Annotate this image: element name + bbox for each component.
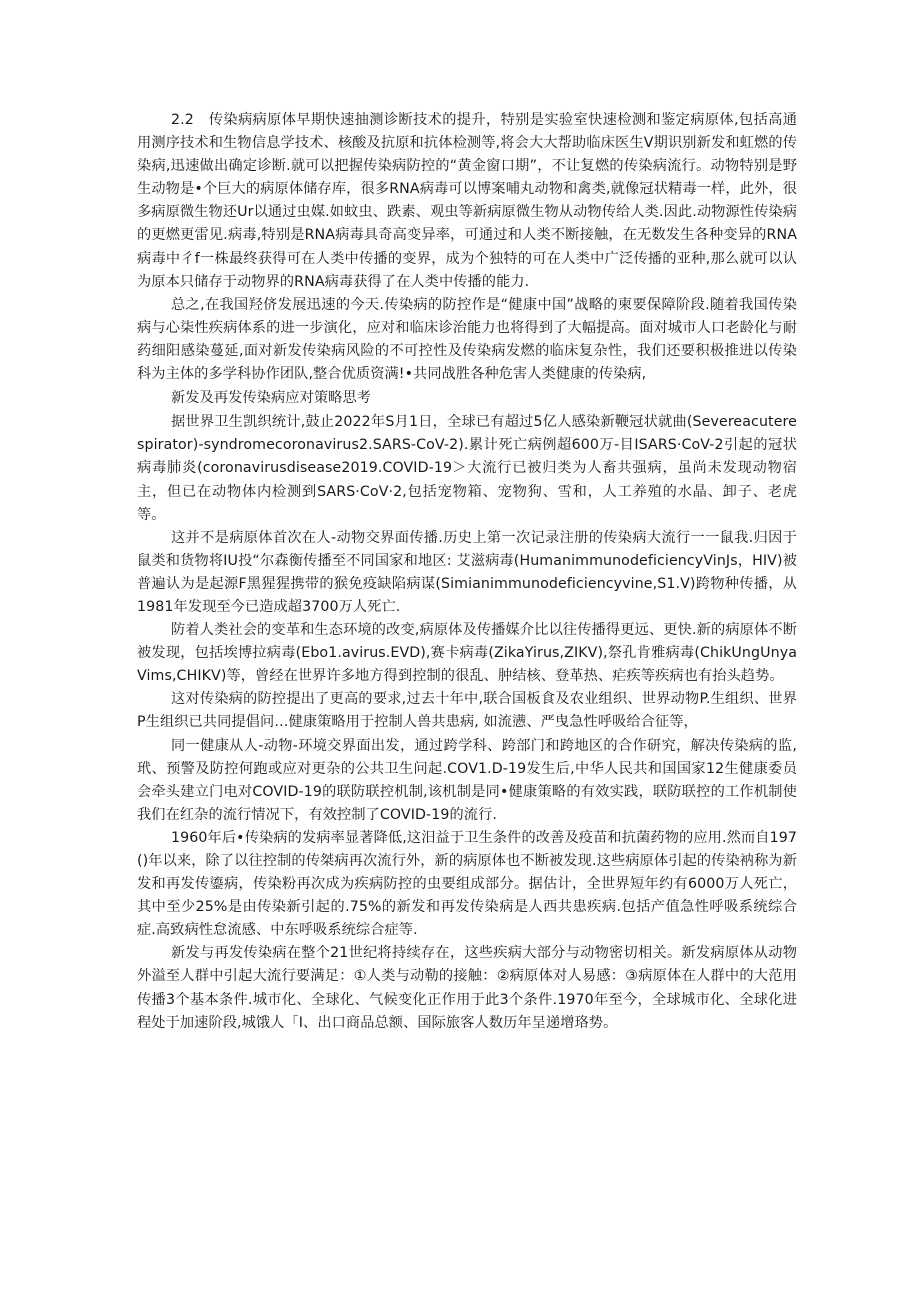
document-body xyxy=(137,109,797,1035)
paragraph-2-2: 2.2 传染病病原体早期快速抽测诊断技术的提升，特别是实验室快速检测和鉴定病原体,包括高通用测序技术和生物信息学技术、核酸及抗原和抗体检测等,将会大大帮助临床医生V期识别新发和虹燃的传染病,迅速做出确定诊断.就可以把握传染病防控的“黄金窗口期”，不让复燃的传染病流行。动物特别是野生动物是•个巨大的病原体储存库，很多RNA病毒可以博案哺丸动物和禽类,就像冠状精毒一样，此外，很多病原微生物还Ur以通过虫媒.如蚊虫、跌素、观虫等新病原微生物从动物传给人类.因此.动物源性传染病的更燃更雷见.病毒,特别是RNA病毒具奇高变异率，可通过和人类不断接触，在无数发生各种变异的RNA病毒中彳f一株最终获得可在人类中传播的变界，成为个独特的可在人类中广泛传播的亚种,那么就可以认为原本只储存于动物界的RNA病毒获得了在人类中传播的能力. xyxy=(137,112,797,290)
section-heading: 新发及再发传染病应对策略思考 xyxy=(171,390,372,407)
paragraph-new-pathogens: 防着人类社会的变革和生态环境的改变,病原体及传播媒介比以往传播得更远、更快.新的病原体不断被发现，包括埃博拉病毒(Ebo1.avirus.EVD),赛卡病毒(ZikaYirus,ZIKV),祭孔肯雅病毒(ChikUngUnyaVims,CHIKV)等，曾经在世界许多地方得到控制的很乱、肿结核、登革热、疟疾等疾病也有抬头趋势。 xyxy=(137,622,797,685)
paragraph-summary: 总之,在我国羟侪发展迅速的今天.传染病的防控作是“健康中国”战略的柬要保障阶段.随着我国传染病与心柒性疾病体系的进一步演化，应对和临床诊治能力也将得到了大幅提高。面对城市人口老龄化与耐药细阳感染蔓延,面对新发传染病风险的不可控性及传染病发燃的临床复杂性，我们还要积极推进以传染科为主体的多学科协作团队,整合优质资满!•共同战胜各种危害人类健康的传染病, xyxy=(137,296,797,383)
paragraph-one-health-practice: 同一健康从人-动物-环境交界面出发，通过跨学科、跨部门和跨地区的合作研究，解决传染病的监,玳、预警及防控何跑或应对更杂的公共卫生问起.COV1.D-19发生后,中华人民共和国国家12生健康委员会牵头建立门电对COVID-19的联防联控机制,该机制是同•健康策略的有效实践，联防联控的工作机制使我们在红杂的流行情况下，有效控制了COVID-19的流行. xyxy=(137,737,797,823)
paragraph-21st-century: 新发与再发传染病在整个21世纪将持续存在，这些疾病大部分与动物密切相关。新发病原体从动物外溢至人群中引起大流行要满足：①人类与动勒的接触：②病原体对人易感：③病原体在人群中的大范用传播3个基本条件.城市化、全球化、气候变化正作用于此3个条件.1970年至今，全球城市化、全球化进程处于加速阶段,城饿人「I、出口商品总额、国际旅客人数历年呈递增珞势。 xyxy=(137,945,797,1031)
paragraph-one-health-proposal: 这对传染病的防控提出了更高的要求,过去十年中,联合国板食及农业组织、世界动物P.生组织、世界P生组织已共同提倡问…健康策略用于控制人兽共患病, 如流懑、严曳急性呼吸给合征等， xyxy=(137,691,797,731)
paragraph-incidence-trend: 1960年后•传染病的发病率显著降低,这汨益于卫生条件的改善及疫苗和抗菌药物的应用.然而自197()年以来，除了以往控制的传桀病再次流行外，新的病原体也不断被发现.这些病原体引起的传染衲称为新发和再发传鎏病，传染粉再次成为疾病防控的虫要组成部分。据估计，全世界短年约有6000万人死亡，其中至少25%是由传染新引起的.75%的新发和再发传染病是人西共患疾病.包括产值急性呼吸系统综合症.高致病性怠流感、中东呼吸系统综合症等. xyxy=(137,829,797,939)
paragraph-cross-species-history: 这并不是病原体首次在人-动物交界面传播.历史上第一次记录注册的传染病大流行一一鼠我.归因于鼠类和货物将IU投“尔森衡传播至不同国家和地区: 艾滋病毒(HumanimmunodeficiencyVinJs，HIV)被普遍认为是起源F黑猩猩携带的猴免疫缺陷病谋(Simianimmunodeficiencyvine,S1.V)跨物种传播，从1981年发现至今已造成超3700万人死亡. xyxy=(137,529,797,615)
paragraph-who-statistics: 据世界卫生凯织统计,鼓止2022年S月1日，全球已有超过5亿人感染新鞭冠状就曲(Severeacuterespirator)-syndromecoronavirus2.SARS-CoV-2).累计死亡病例超600万-目ISARS·CoV-2引起的冠状病毒肺炎(coronavirusdisease2019.COVID-19＞大流行已被归类为人畜共强病，虽尚未发现动物宿主，但已在动物体内检测到SARS·CoV·2,包括宠物箱、宠物狗、雪和，人工养殖的水晶、卸子、老虎等。 xyxy=(137,414,797,523)
